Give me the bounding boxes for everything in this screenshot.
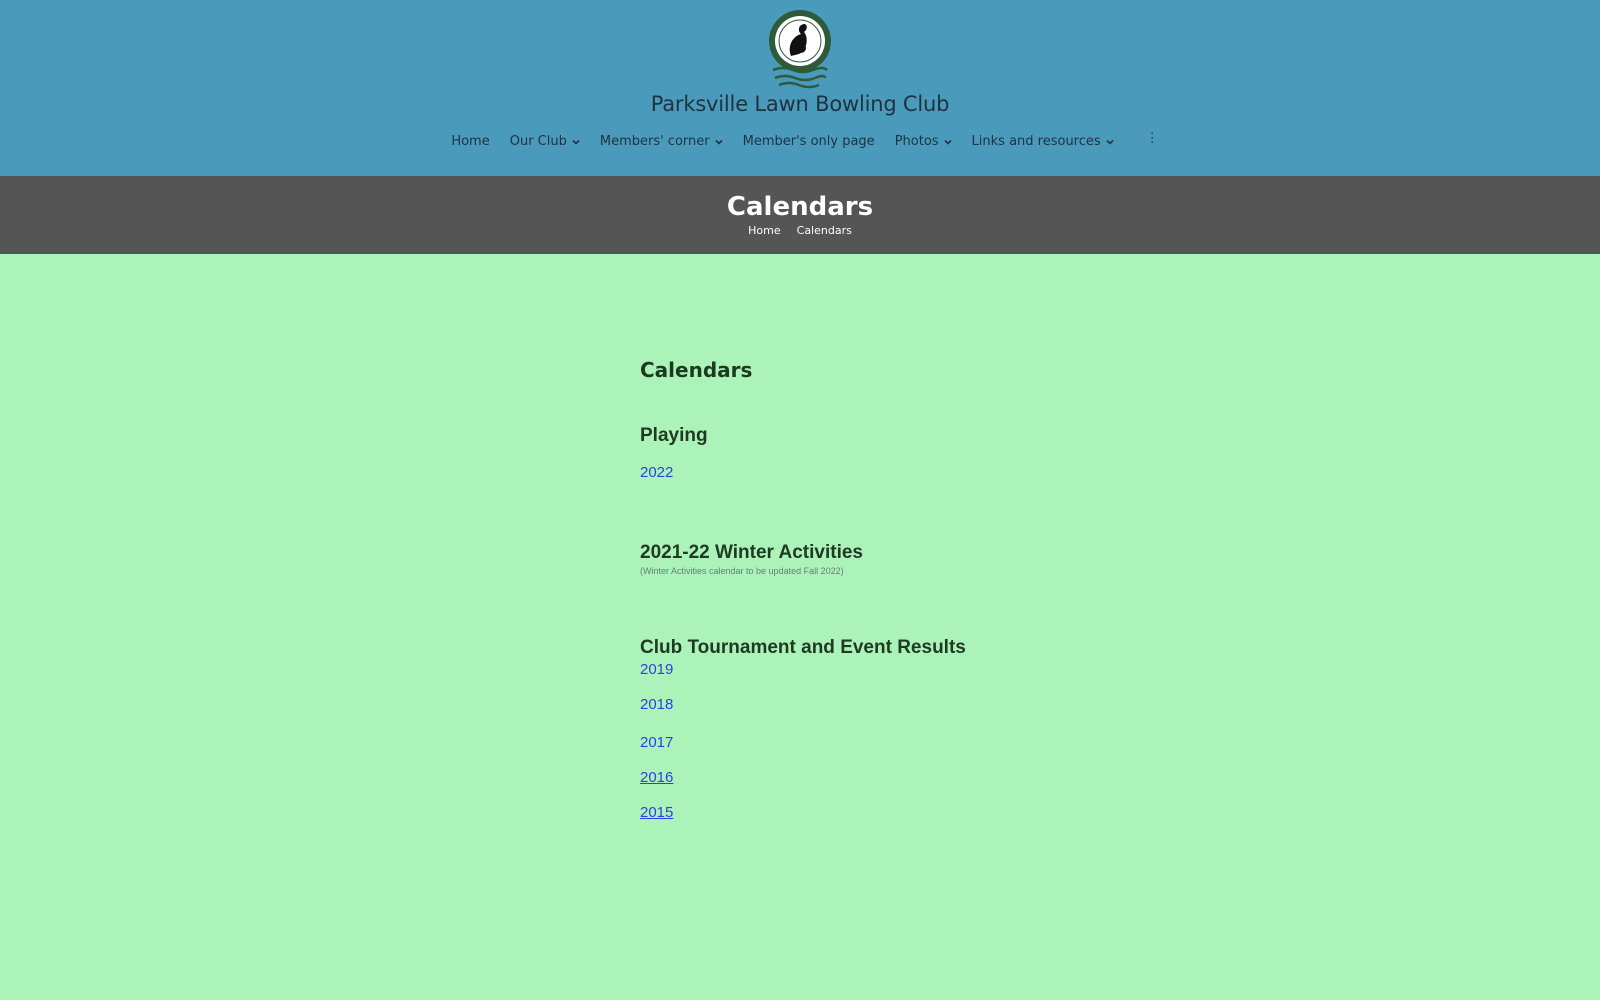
page-title: Calendars: [726, 192, 874, 222]
chevron-down-icon: [572, 138, 580, 146]
more-vertical-icon[interactable]: ⋮: [1145, 129, 1159, 145]
playing-link-2022[interactable]: 2022: [640, 464, 674, 481]
nav-item-members-only-page[interactable]: [743, 134, 875, 149]
nav-item-label: Our Club: [509, 134, 567, 149]
nav-item-label: Links and resources: [971, 134, 1101, 149]
breadcrumb: [0, 224, 1600, 237]
breadcrumb-home[interactable]: Home: [748, 224, 781, 237]
nav-item-photos[interactable]: [895, 134, 952, 149]
nav-item-members-corner[interactable]: [600, 134, 723, 149]
results-link-2015[interactable]: 2015: [640, 804, 674, 821]
club-logo-icon[interactable]: [767, 8, 833, 90]
nav-item-our-club[interactable]: [510, 134, 580, 149]
winter-heading: 2021-22 Winter Activities: [640, 542, 863, 563]
main-nav: [0, 129, 1600, 149]
content-heading: Calendars: [640, 358, 753, 382]
chevron-down-icon: [1106, 138, 1114, 146]
chevron-down-icon: [944, 138, 952, 146]
results-link-2018[interactable]: 2018: [640, 696, 674, 713]
results-link-2019[interactable]: 2019: [640, 661, 674, 678]
winter-note: (Winter Activities calendar to be updated Fall 2022): [640, 566, 844, 576]
nav-item-label: Home: [451, 134, 490, 149]
results-link-2016[interactable]: 2016: [640, 769, 674, 786]
site-header: [0, 0, 1600, 176]
breadcrumb-current: Calendars: [796, 224, 852, 237]
nav-item-links-and-resources[interactable]: [972, 134, 1114, 149]
nav-item-home[interactable]: [451, 134, 489, 149]
page-title-banner: [0, 176, 1600, 254]
playing-heading: Playing: [640, 425, 708, 446]
results-link-2017[interactable]: 2017: [640, 734, 674, 751]
nav-item-label: Member's only page: [742, 134, 875, 149]
results-heading: Club Tournament and Event Results: [640, 637, 966, 658]
site-title[interactable]: Parksville Lawn Bowling Club: [650, 92, 950, 116]
nav-item-label: Photos: [894, 134, 939, 149]
nav-item-label: Members' corner: [599, 134, 710, 149]
chevron-down-icon: [715, 138, 723, 146]
